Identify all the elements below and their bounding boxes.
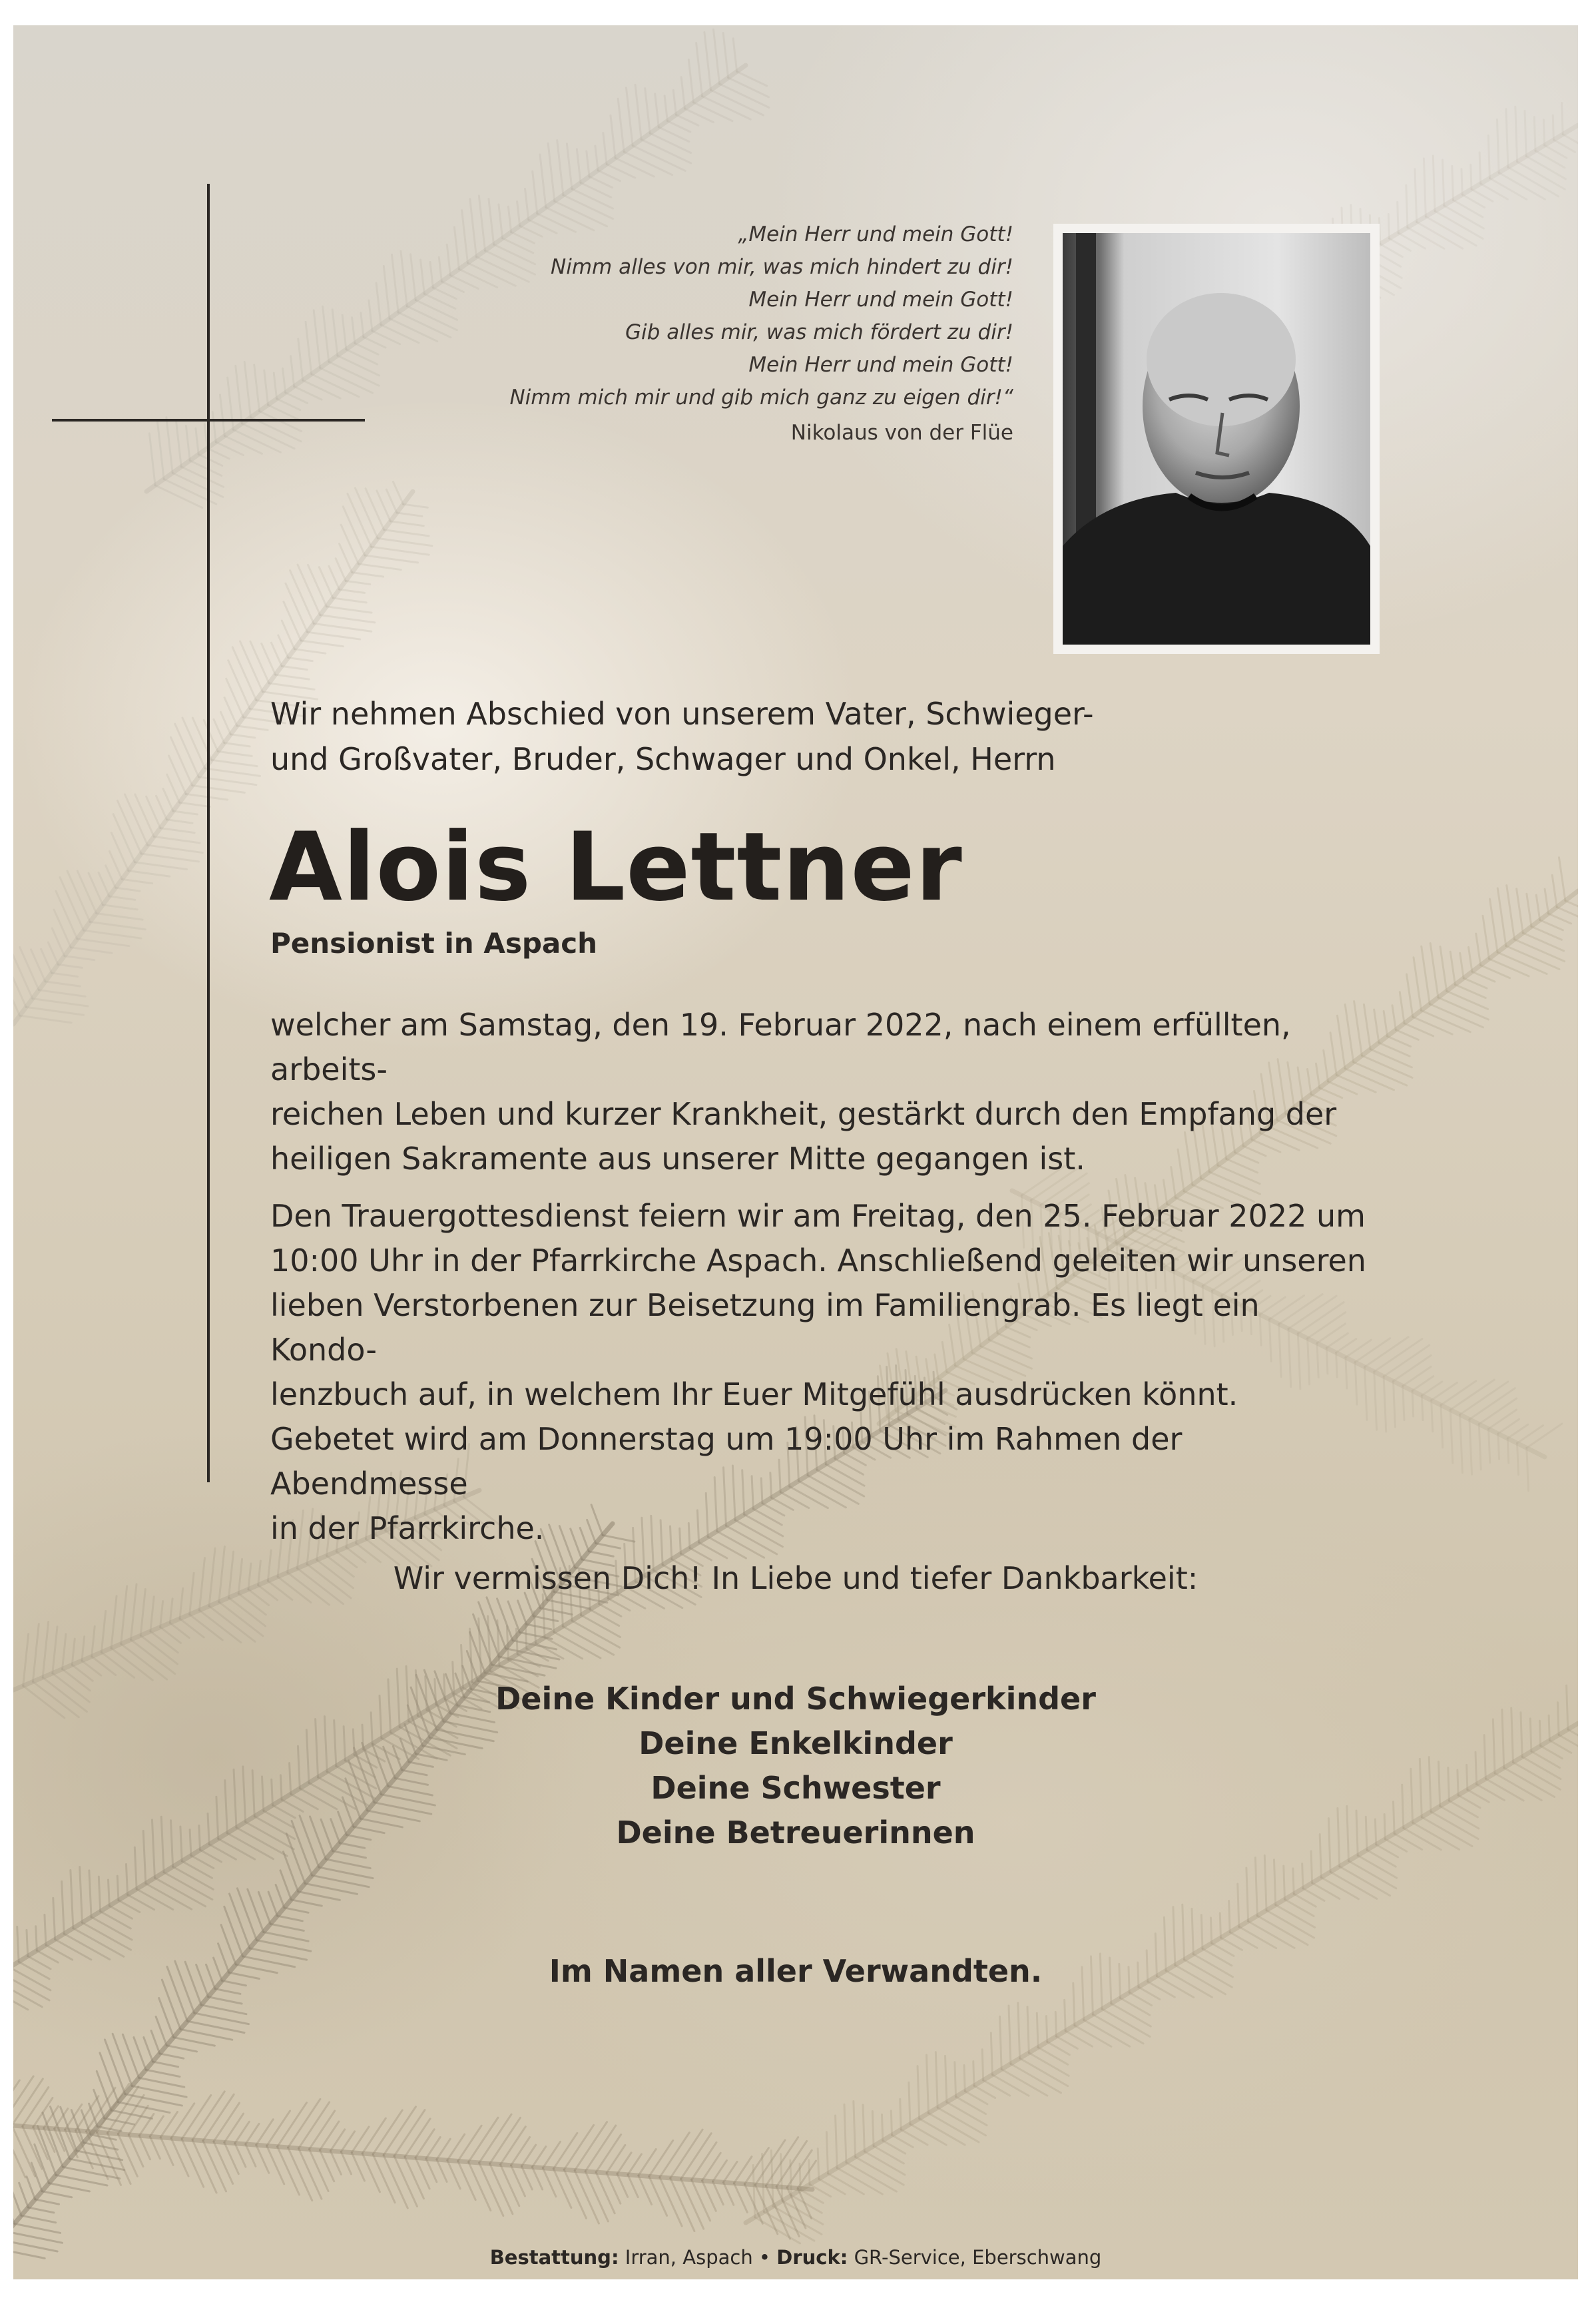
intro-text — [270, 691, 1094, 782]
paragraph-line: reichen Leben und kurzer Krankheit, gestärkt durch den Empfang der — [270, 1096, 1337, 1132]
mourner-entry: Deine Schwester — [651, 1770, 941, 1806]
paragraph-line: 10:00 Uhr in der Pfarrkirche Aspach. Anschließend geleiten wir unseren — [270, 1243, 1366, 1279]
paragraph-line: lenzbuch auf, in welchem Ihr Euer Mitgefühl ausdrücken könnt. — [270, 1376, 1238, 1412]
death-notice-paragraph — [270, 1003, 1369, 1181]
deceased-name: Alois Lettner — [269, 812, 963, 922]
quote-line: „Mein Herr und mein Gott! — [738, 222, 1013, 246]
quote-line: Mein Herr und mein Gott! — [748, 288, 1013, 312]
undertaker-value: Irran, Aspach — [625, 2246, 753, 2269]
portrait-image — [1063, 233, 1370, 645]
quote-line: Mein Herr und mein Gott! — [748, 353, 1013, 377]
obituary-sheet — [13, 25, 1578, 2279]
quote-line: Nimm alles von mir, was mich hindert zu dir! — [551, 255, 1013, 279]
mourner-entry: Deine Kinder und Schwiegerkinder — [495, 1681, 1096, 1717]
quote-line: Gib alles mir, was mich fördert zu dir! — [625, 320, 1013, 344]
paragraph-line: lieben Verstorbenen zur Beisetzung im Familiengrab. Es liegt ein Kondo- — [270, 1287, 1260, 1368]
print-value: GR-Service, Eberschwang — [854, 2246, 1102, 2269]
quote-block — [414, 218, 1013, 449]
portrait-figure — [1063, 233, 1370, 645]
mourner-entry: Deine Betreuerinnen — [616, 1815, 975, 1851]
mourners-list — [13, 1677, 1578, 1855]
paragraph-line: Gebetet wird am Donnerstag um 19:00 Uhr im Rahmen der Abendmesse — [270, 1421, 1183, 1502]
paragraph-line: in der Pfarrkirche. — [270, 1510, 545, 1546]
portrait-photo — [1053, 224, 1380, 654]
cross-icon — [207, 184, 210, 1482]
relatives-line: Im Namen aller Verwandten. — [549, 1953, 1043, 1989]
footer — [13, 2246, 1578, 2269]
quote-line: Nimm mich mir und gib mich ganz zu eigen dir!“ — [509, 386, 1013, 410]
service-paragraph — [270, 1194, 1369, 1551]
intro-line: Wir nehmen Abschied von unserem Vater, Schwieger- — [270, 696, 1094, 732]
quote-author: Nikolaus von der Flüe — [790, 421, 1013, 445]
paragraph-line: Den Trauergottesdienst feiern wir am Freitag, den 25. Februar 2022 um — [270, 1198, 1366, 1234]
print-label: Druck: — [776, 2246, 848, 2269]
mourner-entry: Deine Enkelkinder — [639, 1725, 953, 1761]
intro-line: und Großvater, Bruder, Schwager und Onkel, Herrn — [270, 741, 1056, 777]
paragraph-line: heiligen Sakramente aus unserer Mitte gegangen ist. — [270, 1141, 1085, 1177]
footer-separator: • — [758, 2246, 771, 2269]
deceased-occupation: Pensionist in Aspach — [270, 927, 598, 960]
cross-icon-bar — [52, 419, 365, 422]
miss-line: Wir vermissen Dich! In Liebe und tiefer Dankbarkeit: — [393, 1560, 1198, 1596]
undertaker-label: Bestattung: — [489, 2246, 619, 2269]
paragraph-line: welcher am Samstag, den 19. Februar 2022, nach einem erfüllten, arbeits- — [270, 1007, 1291, 1087]
